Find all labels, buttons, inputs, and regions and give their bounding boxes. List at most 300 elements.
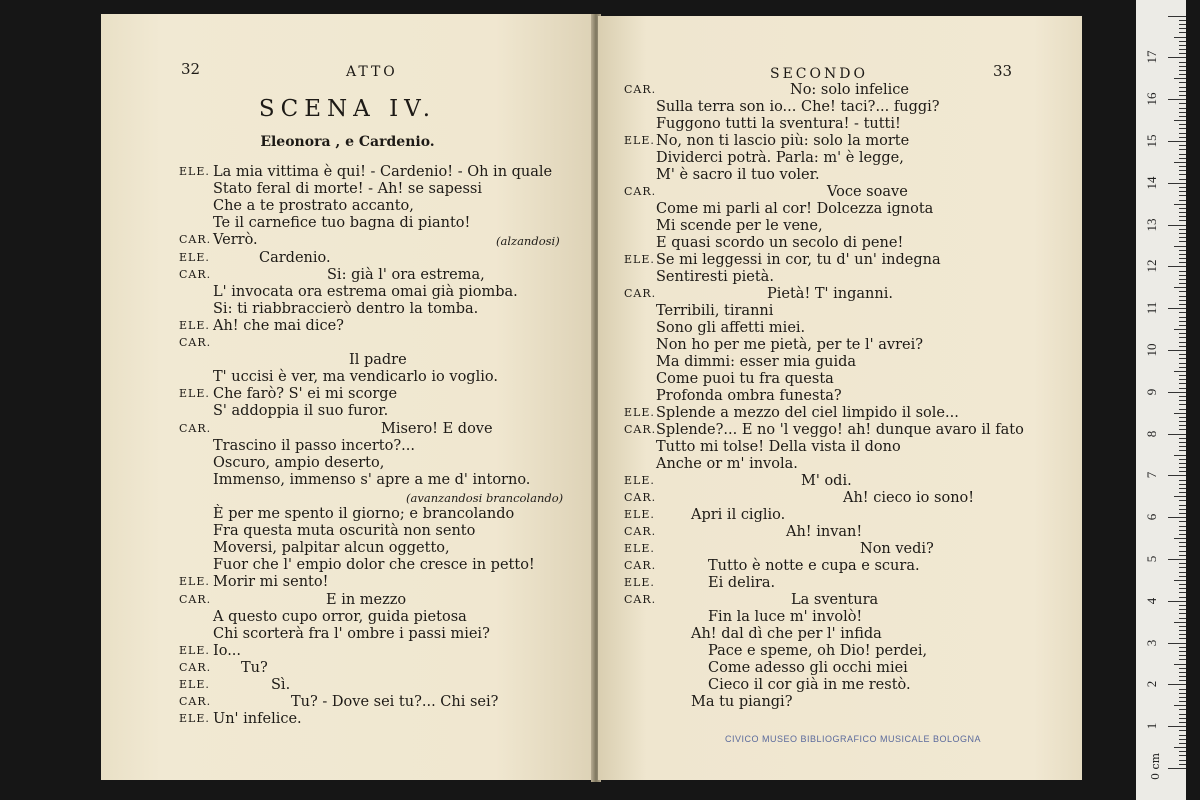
verse-line: E quasi scordo un secolo di pene! xyxy=(656,235,904,251)
ruler-tick xyxy=(1179,212,1186,213)
ruler-number: 9 xyxy=(1144,388,1159,396)
ruler-tick xyxy=(1179,409,1186,410)
ruler-tick xyxy=(1179,417,1186,418)
ruler-tick xyxy=(1179,383,1186,384)
ruler-tick xyxy=(1179,609,1186,610)
ruler-tick xyxy=(1179,41,1186,42)
ruler-tick xyxy=(1179,388,1186,389)
ruler-tick xyxy=(1179,363,1186,364)
ruler-tick xyxy=(1179,588,1186,589)
ruler-tick xyxy=(1174,580,1186,581)
ruler-tick xyxy=(1179,718,1186,719)
verse-line: Ah! che mai dice? xyxy=(213,317,344,334)
speaker-label: ELE. xyxy=(624,406,655,419)
verse-line: Ah! dal dì che per l' infida xyxy=(691,626,882,642)
ruler-tick xyxy=(1179,317,1186,318)
ruler-tick xyxy=(1174,329,1186,330)
speaker-label: ELE. xyxy=(179,318,210,332)
verse-line: Si: ti riabbraccierò dentro la tomba. xyxy=(213,300,479,317)
ruler-tick xyxy=(1179,764,1186,765)
ruler-tick xyxy=(1179,137,1186,138)
speaker-label: ELE. xyxy=(624,542,655,555)
verse-line: Il padre xyxy=(349,352,407,369)
ruler-number: 15 xyxy=(1144,134,1159,148)
verse-line: Terribili, tiranni xyxy=(656,303,774,319)
ruler-tick xyxy=(1179,367,1186,368)
ruler-tick xyxy=(1179,755,1186,756)
ruler-tick xyxy=(1179,200,1186,201)
ruler-tick xyxy=(1179,530,1186,531)
running-head: SECONDO xyxy=(770,66,868,82)
ruler-tick xyxy=(1179,271,1186,272)
ruler-tick xyxy=(1179,463,1186,464)
ruler-tick xyxy=(1179,82,1186,83)
ruler-tick xyxy=(1174,37,1186,38)
ruler-tick xyxy=(1168,225,1186,226)
ruler-tick xyxy=(1179,697,1186,698)
ruler-tick xyxy=(1179,429,1186,430)
ruler-tick xyxy=(1179,346,1186,347)
speaker-label: CAR. xyxy=(624,559,657,572)
ruler-tick xyxy=(1179,505,1186,506)
verse-line: Cieco il cor già in me restò. xyxy=(708,677,911,693)
ruler-tick xyxy=(1179,91,1186,92)
speaker-label: CAR. xyxy=(179,592,212,606)
speaker-label: ELE. xyxy=(179,387,210,401)
ruler-tick xyxy=(1168,643,1186,644)
ruler-tick xyxy=(1168,350,1186,351)
ruler-tick xyxy=(1179,484,1186,485)
ruler-tick xyxy=(1179,291,1186,292)
ruler-number: 8 xyxy=(1144,430,1159,437)
ruler-tick xyxy=(1174,162,1186,163)
ruler-tick xyxy=(1179,584,1186,585)
verse-line: Fra questa muta oscurità non sento xyxy=(213,523,476,540)
ruler-tick xyxy=(1179,576,1186,577)
ruler-tick xyxy=(1179,103,1186,104)
speaker-label: CAR. xyxy=(624,185,657,198)
ruler-tick xyxy=(1179,187,1186,188)
verse-line: T' uccisi è ver, ma vendicarlo io voglio. xyxy=(213,369,498,386)
ruler-tick xyxy=(1179,49,1186,50)
ruler-tick xyxy=(1179,179,1186,180)
ruler-tick xyxy=(1179,546,1186,547)
speaker-label: CAR. xyxy=(179,267,212,281)
speaker-label: CAR. xyxy=(624,593,657,606)
ruler-tick xyxy=(1179,195,1186,196)
speaker-label: ELE. xyxy=(179,643,210,657)
speaker-label: CAR. xyxy=(179,421,212,435)
ruler-tick xyxy=(1179,312,1186,313)
ruler-tick xyxy=(1179,542,1186,543)
verse-line: A questo cupo orror, guida pietosa xyxy=(213,608,467,625)
ruler-tick xyxy=(1179,216,1186,217)
ruler-tick xyxy=(1179,693,1186,694)
ruler-tick xyxy=(1168,16,1186,17)
ruler-tick xyxy=(1179,262,1186,263)
ruler-number: 17 xyxy=(1144,50,1159,64)
ruler-tick xyxy=(1179,87,1186,88)
ruler-tick xyxy=(1179,304,1186,305)
verse-line: Trascino il passo incerto?... xyxy=(213,437,415,454)
ruler-tick xyxy=(1179,220,1186,221)
ruler-tick xyxy=(1179,133,1186,134)
speaker-label: ELE. xyxy=(624,134,655,147)
ruler-tick xyxy=(1179,563,1186,564)
ruler-tick xyxy=(1168,141,1186,142)
verse-line: Come adesso gli occhi miei xyxy=(708,660,908,676)
ruler-tick xyxy=(1179,158,1186,159)
speaker-label: CAR. xyxy=(179,336,212,349)
ruler-tick xyxy=(1179,618,1186,619)
verse-line: Dividerci potrà. Parla: m' è legge, xyxy=(656,150,904,166)
ruler-tick xyxy=(1179,258,1186,259)
ruler-number: 16 xyxy=(1144,92,1159,106)
ruler-tick xyxy=(1179,760,1186,761)
speaker-label: CAR. xyxy=(179,695,212,709)
ruler-tick xyxy=(1179,208,1186,209)
verse-line: M' è sacro il tuo voler. xyxy=(656,167,820,183)
ruler-tick xyxy=(1179,124,1186,125)
ruler-number: 2 xyxy=(1144,681,1159,688)
ruler-tick xyxy=(1179,425,1186,426)
ruler-tick xyxy=(1179,613,1186,614)
ruler-tick xyxy=(1179,237,1186,238)
ruler-tick xyxy=(1168,266,1186,267)
verse-line: Non vedi? xyxy=(860,541,934,557)
verse-line: Che farò? S' ei mi scorge xyxy=(213,386,398,403)
ruler-tick xyxy=(1179,467,1186,468)
ruler-tick xyxy=(1179,592,1186,593)
verse-line: Pietà! T' inganni. xyxy=(767,286,893,302)
ruler-tick xyxy=(1179,634,1186,635)
ruler-tick xyxy=(1179,605,1186,606)
ruler-tick xyxy=(1168,601,1186,602)
ruler-tick xyxy=(1179,154,1186,155)
ruler-number: 3 xyxy=(1144,639,1159,646)
verse-line: La mia vittima è qui! - Cardenio! - Oh in quale xyxy=(213,164,553,180)
ruler-tick xyxy=(1179,229,1186,230)
verse-line: Voce soave xyxy=(827,184,908,200)
ruler-tick xyxy=(1174,78,1186,79)
ruler-tick xyxy=(1179,404,1186,405)
verse-line: Si: già l' ora estrema, xyxy=(327,266,485,283)
ruler-tick xyxy=(1179,567,1186,568)
ruler-tick xyxy=(1179,300,1186,301)
verse-line: La sventura xyxy=(791,592,879,608)
verse-line: Te il carnefice tuo bagna di pianto! xyxy=(213,215,471,232)
ruler-tick xyxy=(1174,413,1186,414)
stage-direction: (avanzandosi brancolando) xyxy=(406,490,564,505)
ruler-tick xyxy=(1174,622,1186,623)
ruler-tick xyxy=(1179,149,1186,150)
ruler-tick xyxy=(1174,371,1186,372)
ruler-tick xyxy=(1168,684,1186,685)
scene-title: SCENA IV. xyxy=(258,96,437,122)
verse-line: Ei delira. xyxy=(708,575,776,591)
library-stamp: CIVICO MUSEO BIBLIOGRAFICO MUSICALE BOLOGNA xyxy=(725,734,982,744)
ruler-tick xyxy=(1179,62,1186,63)
ruler-tick xyxy=(1179,421,1186,422)
ruler-tick xyxy=(1174,120,1186,121)
ruler-tick xyxy=(1174,246,1186,247)
verse-line: Sì. xyxy=(271,677,291,693)
ruler-tick xyxy=(1179,283,1186,284)
ruler-tick xyxy=(1179,66,1186,67)
ruler-tick xyxy=(1179,116,1186,117)
ruler-tick xyxy=(1179,233,1186,234)
verse-line: Tutto è notte e cupa e scura. xyxy=(708,558,920,574)
ruler-number: 10 xyxy=(1144,343,1159,357)
verse-line: Misero! E dove xyxy=(381,420,493,437)
ruler-tick xyxy=(1179,45,1186,46)
speaker-label: ELE. xyxy=(624,508,655,521)
ruler-tick xyxy=(1179,342,1186,343)
speaker-label: ELE. xyxy=(624,253,655,266)
ruler-tick xyxy=(1179,638,1186,639)
verse-line: Chi scorterà fra l' ombre i passi miei? xyxy=(213,625,490,642)
ruler-tick xyxy=(1179,174,1186,175)
ruler-number: 13 xyxy=(1144,218,1159,232)
right-page xyxy=(598,16,1082,780)
ruler-tick xyxy=(1179,630,1186,631)
ruler-tick xyxy=(1179,492,1186,493)
verse-line: Ma dimmi: esser mia guida xyxy=(656,354,857,370)
speaker-label: CAR. xyxy=(624,83,657,96)
ruler-tick xyxy=(1179,358,1186,359)
ruler-tick xyxy=(1179,254,1186,255)
ruler-tick xyxy=(1179,74,1186,75)
scene-characters: Eleonora , e Cardenio. xyxy=(260,134,435,150)
ruler-tick xyxy=(1179,714,1186,715)
ruler-tick xyxy=(1174,287,1186,288)
measuring-ruler xyxy=(1136,0,1186,800)
ruler-number: 12 xyxy=(1144,259,1159,273)
ruler-tick xyxy=(1179,128,1186,129)
ruler-tick xyxy=(1179,735,1186,736)
ruler-tick xyxy=(1179,337,1186,338)
verse-line: Non ho per me pietà, per te l' avrei? xyxy=(656,337,923,353)
ruler-tick xyxy=(1179,333,1186,334)
speaker-label: CAR. xyxy=(624,491,657,504)
ruler-tick xyxy=(1179,275,1186,276)
verse-line: Un' infelice. xyxy=(213,711,302,728)
ruler-tick xyxy=(1179,112,1186,113)
verse-line: Verrò. xyxy=(213,232,258,249)
verse-line: È per me spento il giorno; e brancolando xyxy=(213,506,515,522)
ruler-number: 4 xyxy=(1144,597,1159,605)
ruler-tick xyxy=(1179,379,1186,380)
ruler-tick xyxy=(1179,396,1186,397)
ruler-tick xyxy=(1179,166,1186,167)
ruler-tick xyxy=(1179,701,1186,702)
ruler-tick xyxy=(1179,626,1186,627)
ruler-tick xyxy=(1179,400,1186,401)
ruler-tick xyxy=(1168,392,1186,393)
verse-line: No: solo infelice xyxy=(790,82,909,98)
ruler-tick xyxy=(1179,450,1186,451)
verse-line: E in mezzo xyxy=(326,591,407,608)
speaker-label: ELE. xyxy=(179,165,210,178)
ruler-tick xyxy=(1179,680,1186,681)
ruler-tick xyxy=(1179,442,1186,443)
verse-line: Profonda ombra funesta? xyxy=(656,388,842,404)
ruler-tick xyxy=(1179,32,1186,33)
ruler-tick xyxy=(1179,743,1186,744)
ruler-tick xyxy=(1179,751,1186,752)
ruler-tick xyxy=(1179,241,1186,242)
ruler-tick xyxy=(1168,99,1186,100)
verse-line: Tu? xyxy=(241,659,268,676)
running-head: ATTO xyxy=(346,64,398,80)
ruler-tick xyxy=(1174,705,1186,706)
speaker-label: CAR. xyxy=(179,233,212,247)
ruler-tick xyxy=(1179,676,1186,677)
speaker-label: CAR. xyxy=(624,287,657,300)
ruler-tick xyxy=(1179,722,1186,723)
ruler-tick xyxy=(1179,534,1186,535)
ruler-tick xyxy=(1174,747,1186,748)
verse-line: Io... xyxy=(213,642,242,659)
verse-line: Fin la luce m' involò! xyxy=(708,609,863,625)
ruler-tick xyxy=(1179,296,1186,297)
ruler-tick xyxy=(1179,513,1186,514)
ruler-tick xyxy=(1179,145,1186,146)
speaker-label: ELE. xyxy=(179,250,210,264)
verse-line: Anche or m' invola. xyxy=(656,456,798,472)
ruler-tick xyxy=(1168,57,1186,58)
verse-line: Apri il ciglio. xyxy=(691,507,786,523)
ruler-tick xyxy=(1179,459,1186,460)
ruler-unit: 0 cm xyxy=(1149,752,1163,781)
verse-line: Fuggono tutti la sventura! - tutti! xyxy=(656,116,901,132)
verse-line: Splende?... E no 'l veggo! ah! dunque avaro il fato xyxy=(656,422,1024,438)
ruler-tick xyxy=(1179,170,1186,171)
ruler-number: 5 xyxy=(1144,555,1159,563)
ruler-tick xyxy=(1174,204,1186,205)
ruler-tick xyxy=(1179,24,1186,25)
ruler-number: 14 xyxy=(1144,176,1159,190)
ruler-tick xyxy=(1179,651,1186,652)
speaker-label: CAR. xyxy=(179,660,212,674)
speaker-label: ELE. xyxy=(179,712,210,726)
ruler-tick xyxy=(1168,517,1186,518)
ruler-tick xyxy=(1168,726,1186,727)
verse-line: Sono gli affetti miei. xyxy=(656,320,806,336)
ruler-tick xyxy=(1179,70,1186,71)
ruler-tick xyxy=(1179,672,1186,673)
ruler-tick xyxy=(1174,455,1186,456)
verse-line: Come puoi tu fra questa xyxy=(656,371,834,387)
verse-line: Cardenio. xyxy=(259,249,331,266)
ruler-tick xyxy=(1179,730,1186,731)
left-page xyxy=(101,14,594,780)
ruler-tick xyxy=(1168,183,1186,184)
ruler-tick xyxy=(1179,191,1186,192)
verse-line: Fuor che l' empio dolor che cresce in petto! xyxy=(213,557,535,574)
verse-line: Tutto mi tolse! Della vista il dono xyxy=(656,439,901,455)
ruler-number: 6 xyxy=(1144,513,1159,521)
ruler-tick xyxy=(1168,768,1186,769)
ruler-tick xyxy=(1179,438,1186,439)
ruler-tick xyxy=(1179,28,1186,29)
verse-line: L' invocata ora estrema omai già piomba. xyxy=(213,283,518,300)
speaker-label: CAR. xyxy=(624,525,657,538)
ruler-tick xyxy=(1179,709,1186,710)
ruler-tick xyxy=(1179,655,1186,656)
ruler-tick xyxy=(1179,95,1186,96)
speaker-label: ELE. xyxy=(179,575,210,589)
ruler-tick xyxy=(1179,668,1186,669)
ruler-tick xyxy=(1179,108,1186,109)
page-number: 33 xyxy=(993,62,1013,80)
ruler-tick xyxy=(1174,496,1186,497)
speaker-label: ELE. xyxy=(624,576,655,589)
ruler-number: 1 xyxy=(1144,722,1159,730)
ruler-tick xyxy=(1179,739,1186,740)
verse-line: Sulla terra son io... Che! taci?... fuggi? xyxy=(656,99,940,115)
ruler-tick xyxy=(1168,559,1186,560)
ruler-tick xyxy=(1174,664,1186,665)
verse-line: S' addoppia il suo furor. xyxy=(213,403,389,420)
ruler-tick xyxy=(1179,325,1186,326)
verse-line: Mi scende per le vene, xyxy=(656,218,823,234)
ruler-tick xyxy=(1174,538,1186,539)
ruler-tick xyxy=(1179,53,1186,54)
verse-line: Che a te prostrato accanto, xyxy=(213,198,414,215)
ruler-tick xyxy=(1168,434,1186,435)
ruler-tick xyxy=(1179,597,1186,598)
ruler-tick xyxy=(1179,446,1186,447)
ruler-tick xyxy=(1179,572,1186,573)
ruler-tick xyxy=(1179,551,1186,552)
ruler-tick xyxy=(1179,500,1186,501)
verse-line: Tu? - Dove sei tu?... Chi sei? xyxy=(291,694,499,711)
ruler-tick xyxy=(1179,526,1186,527)
ruler-tick xyxy=(1179,521,1186,522)
verse-line: Immenso, immenso s' apre a me d' intorno. xyxy=(213,471,531,488)
verse-line: Moversi, palpitar alcun oggetto, xyxy=(213,540,450,557)
ruler-number: 7 xyxy=(1144,472,1159,479)
verse-line: Se mi leggessi in cor, tu d' un' indegna xyxy=(656,252,941,268)
ruler-tick xyxy=(1179,20,1186,21)
verse-line: Oscuro, ampio deserto, xyxy=(213,454,385,471)
ruler-tick xyxy=(1179,471,1186,472)
ruler-tick xyxy=(1179,480,1186,481)
verse-line: Come mi parli al cor! Dolcezza ignota xyxy=(656,201,934,217)
ruler-number: 11 xyxy=(1144,301,1159,315)
ruler-tick xyxy=(1179,250,1186,251)
speaker-label: ELE. xyxy=(179,678,210,691)
ruler-tick xyxy=(1179,279,1186,280)
verse-line: Splende a mezzo del ciel limpido il sole... xyxy=(656,405,959,421)
ruler-tick xyxy=(1168,475,1186,476)
verse-line: Sentiresti pietà. xyxy=(656,269,774,285)
page-number: 32 xyxy=(181,60,201,78)
verse-line: M' odi. xyxy=(801,473,852,489)
verse-line: Ma tu piangi? xyxy=(691,694,793,710)
ruler-tick xyxy=(1179,321,1186,322)
ruler-tick xyxy=(1179,509,1186,510)
verse-line: Morir mi sento! xyxy=(213,574,329,591)
verse-line: Ah! cieco io sono! xyxy=(843,490,975,506)
ruler-tick xyxy=(1179,659,1186,660)
stage-direction: (alzandosi) xyxy=(496,234,560,249)
ruler-tick xyxy=(1179,689,1186,690)
verse-line: Ah! invan! xyxy=(786,524,863,540)
ruler-tick xyxy=(1168,308,1186,309)
speaker-label: CAR. xyxy=(624,423,657,436)
